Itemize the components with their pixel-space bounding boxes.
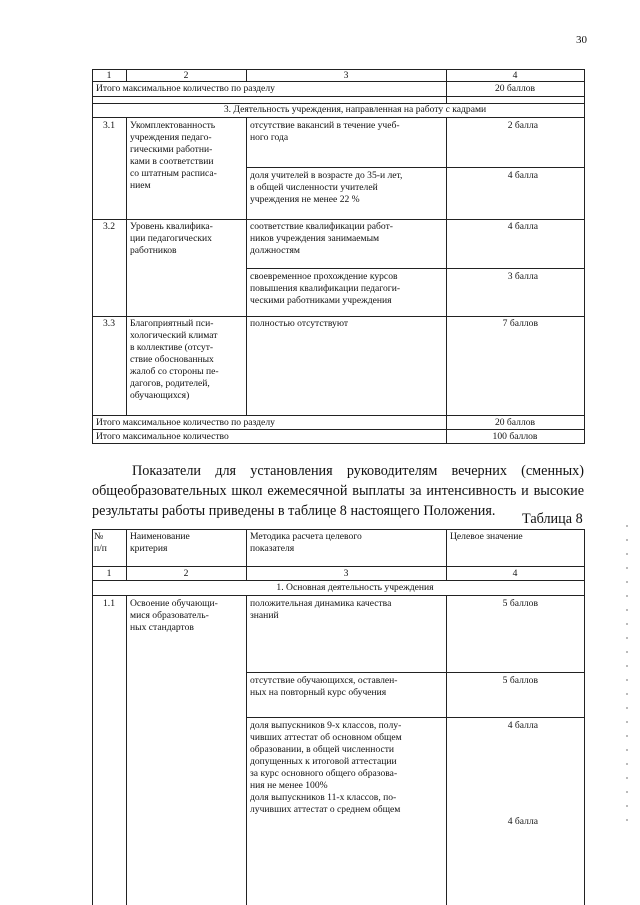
column-number: 3 [343,568,349,579]
column-number: 2 [183,70,189,81]
score-value: 3 балла [507,271,538,282]
table-caption: Таблица 8 [522,511,583,527]
score-value: 4 балла [507,720,538,731]
row-number: 3.1 [103,120,115,131]
score-value: 4 балла [507,221,538,232]
criterion-name: Освоение обучающи- мися образователь- ных стандартов [130,598,218,633]
total-value: 20 баллов [494,83,536,94]
method-text: своевременное прохождение курсов повышения квалификации педагоги- ческими работниками учреждения [250,271,401,306]
column-number: 4 [512,568,518,579]
column-header-target: Целевое значение [450,531,523,542]
score-value: 5 баллов [502,598,538,609]
section-title: 3. Деятельность учреждения, направленная на работу с кадрами [223,104,487,115]
row-number: 1.1 [103,598,115,609]
criterion-name: Укомплектованность учреждения педаго- гическими работни- ками в соответствии со штатным расписа- нием [130,120,217,191]
column-number: 1 [106,70,112,81]
column-number: 3 [343,70,349,81]
row-number: 3.2 [103,221,115,232]
method-text: соответствие квалификации работ- ников учреждения занимаемым должностям [250,221,393,256]
column-header-criterion: Наименование критерия [130,531,190,554]
criterion-name: Благоприятный пси- хологический климат в коллективе (отсут- ствие обоснованных жалоб со стороны пе- дагогов, родителей, обучающихся) [130,318,219,401]
method-text: отсутствие вакансий в течение учеб- ного года [250,120,400,143]
method-text: положительная динамика качества знаний [250,598,392,621]
body-paragraph: Показатели для установления руководителям вечерних (сменных) общеобразовательных школ ежемесячной выплаты за интенсивность и высокие результаты работы приведены в таблице 8 настоящего Положения. [92,463,584,519]
column-number: 1 [106,568,112,579]
criterion-name: Уровень квалифика- ции педагогических работников [130,221,213,256]
column-number: 2 [183,568,189,579]
score-value: 2 балла [507,120,538,131]
grand-total-label: Итого максимальное количество [96,431,229,442]
score-value: 7 баллов [502,318,538,329]
section-total-value: 20 баллов [494,417,536,428]
column-header-method: Методика расчета целевого показателя [250,531,362,554]
column-number: 4 [512,70,518,81]
method-text: доля учителей в возрасте до 35-и лет, в общей численности учителей учреждения не менее 22 % [250,170,403,205]
scan-edge-marks [626,525,628,825]
section-total-label: Итого максимальное количество по разделу [96,417,275,428]
score-value: 4 балла [507,816,538,827]
page-number: 30 [576,34,587,46]
score-value: 4 балла [507,170,538,181]
grand-total-value: 100 баллов [492,431,538,442]
method-text: полностью отсутствуют [250,318,349,329]
row-number: 3.3 [103,318,115,329]
total-label: Итого максимальное количество по разделу [96,83,275,94]
score-value: 5 баллов [502,675,538,686]
method-text: доля выпускников 9-х классов, полу- чивших аттестат об основном общем образовании, в общей численности допущенных к итоговой аттестации за курс основного общего образова- ния не менее 100% доля выпускников 11-х классов, по- лучивших аттестат о среднем общем [250,720,402,815]
column-header-number: № п/п [94,531,107,554]
method-text: отсутствие обучающихся, оставлен- ных на повторный курс обучения [250,675,398,698]
section-title: 1. Основная деятельность учреждения [276,582,434,593]
